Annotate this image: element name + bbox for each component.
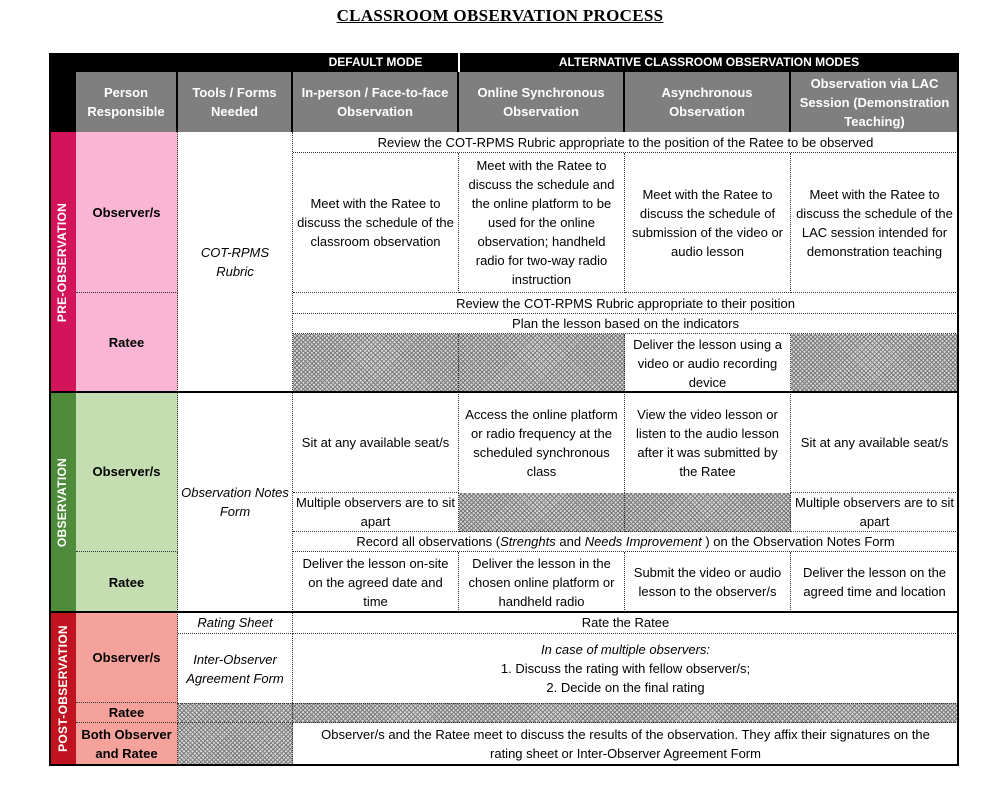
phase-pre-observation: PRE-OBSERVATION (50, 132, 76, 392)
post-multiple-title: In case of multiple observers: (540, 642, 711, 657)
obs-multiple-empty-online (459, 493, 625, 532)
column-header-async: Asynchronous Observation (625, 72, 791, 132)
obs-observer-inperson: Sit at any available seat/s (293, 392, 459, 493)
separator-obs-post (50, 611, 958, 613)
post-rate-ratee: Rate the Ratee (293, 612, 958, 634)
post-ratee-empty (293, 703, 958, 723)
role-pre-ratee: Ratee (76, 293, 178, 392)
pre-ratee-review: Review the COT-RPMS Rubric appropriate to their position (293, 293, 958, 314)
column-header-online: Online Synchronous Observation (459, 72, 625, 132)
obs-observer-online: Access the online platform or radio frequency at the scheduled synchronous class (459, 392, 625, 493)
column-header-lac: Observation via LAC Session (Demonstration Teaching) (791, 72, 958, 132)
obs-observer-async: View the video lesson or listen to the audio lesson after it was submitted by the Ratee (625, 392, 791, 493)
pre-observer-lac: Meet with the Ratee to discuss the schedule of the LAC session intended for demonstration teaching (791, 153, 958, 293)
alternative-modes-header: ALTERNATIVE CLASSROOM OBSERVATION MODES (460, 53, 958, 72)
obs-multiple-lac: Multiple observers are to sit apart (791, 493, 958, 532)
separator-pre-obs (50, 391, 958, 393)
post-meet-results: Observer/s and the Ratee meet to discuss the results of the observation. They affix their signatures on the rating sheet or Inter-Observer Agreement Form (321, 727, 930, 761)
table-border-bottom (49, 764, 959, 766)
pre-ratee-async: Deliver the lesson using a video or audio recording device (625, 334, 791, 392)
role-post-observer: Observer/s (76, 612, 178, 703)
tool-notes-form: Observation Notes Form (178, 392, 293, 612)
role-obs-ratee: Ratee (76, 552, 178, 612)
pre-ratee-plan: Plan the lesson based on the indicators (293, 314, 958, 334)
page-title: CLASSROOM OBSERVATION PROCESS (336, 6, 664, 25)
post-multiple-observers (293, 634, 958, 703)
post-step-1: 1. Discuss the rating with fellow observer/s; (500, 661, 751, 676)
phase-observation: OBSERVATION (50, 392, 76, 612)
pre-ratee-empty-inperson (293, 334, 459, 392)
obs-ratee-inperson: Deliver the lesson on-site on the agreed date and time (293, 552, 459, 612)
header-band-left (50, 53, 293, 72)
default-mode-header: DEFAULT MODE (293, 53, 458, 72)
obs-ratee-lac: Deliver the lesson on the agreed time and location (802, 565, 947, 599)
pre-ratee-empty-lac (791, 334, 958, 392)
column-header-tools: Tools / Forms Needed (178, 72, 293, 132)
pre-observer-online: Meet with the Ratee to discuss the schedule and the online platform to be used for the online observation; handheld radio for two-way radio instruction (459, 153, 625, 293)
table-border-left (49, 53, 51, 766)
obs-ratee-async: Submit the video or audio lesson to the observer/s (625, 552, 791, 612)
obs-ratee-online: Deliver the lesson in the chosen online platform or handheld radio (459, 552, 625, 612)
tool-cot-rubric: COT-RPMS Rubric (178, 132, 293, 392)
pre-ratee-empty-online (459, 334, 625, 392)
tool-rating-sheet: Rating Sheet (178, 612, 293, 634)
obs-record-observations: Record all observations (Strenghts and Needs Improvement ) on the Observation Notes Form (293, 532, 958, 552)
header-corner (50, 72, 76, 132)
post-step-2: 2. Decide on the final rating (546, 680, 705, 695)
tool-empty-both (178, 723, 293, 765)
phase-post-observation: POST-OBSERVATION (50, 612, 76, 765)
table-border-right (957, 53, 959, 766)
tool-empty-ratee (178, 703, 293, 723)
header-divider (458, 53, 460, 72)
obs-multiple-inperson: Multiple observers are to sit apart (293, 493, 459, 532)
role-pre-observer: Observer/s (76, 132, 178, 293)
obs-observer-lac: Sit at any available seat/s (791, 392, 958, 493)
tool-agreement-form: Inter-Observer Agreement Form (178, 634, 293, 703)
column-header-person: Person Responsible (76, 72, 178, 132)
column-header-inperson: In-person / Face-to-face Observation (293, 72, 459, 132)
role-obs-observer: Observer/s (76, 392, 178, 552)
pre-observer-review: Review the COT-RPMS Rubric appropriate to the position of the Ratee to be observed (293, 132, 958, 153)
role-post-both: Both Observer and Ratee (76, 723, 178, 765)
pre-observer-async: Meet with the Ratee to discuss the schedule of submission of the video or audio lesson (625, 153, 791, 293)
role-post-ratee: Ratee (76, 703, 178, 723)
obs-multiple-empty-async (625, 493, 791, 532)
pre-observer-inperson: Meet with the Ratee to discuss the schedule of the classroom observation (293, 153, 459, 293)
